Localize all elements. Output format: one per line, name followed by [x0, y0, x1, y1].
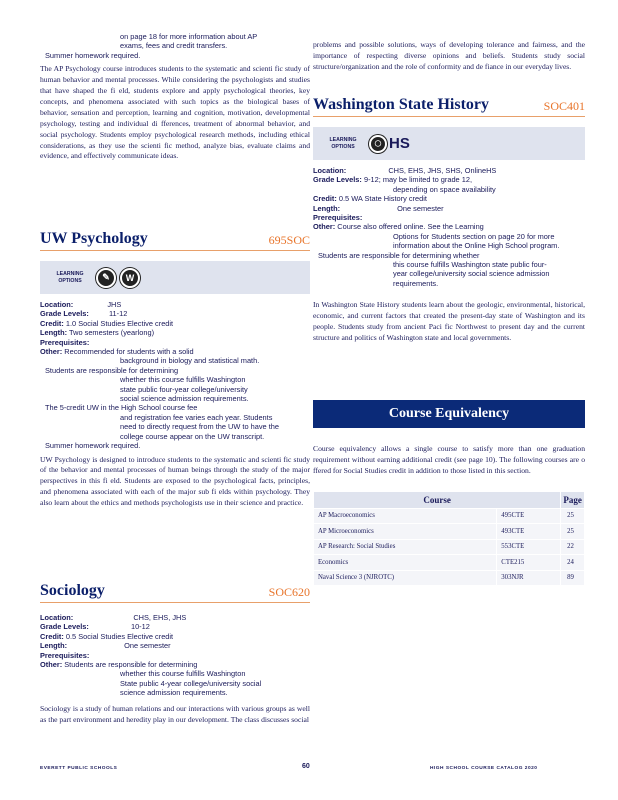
field-label: Credit:: [313, 194, 337, 204]
grade-value: 11-12: [108, 309, 128, 319]
sociology-section: [40, 582, 310, 725]
field-label: Credit:: [40, 318, 64, 328]
course-title: UW Psychology: [40, 230, 148, 247]
course-code: SOC620: [268, 585, 310, 599]
learning-options-label: LEARNING OPTIONS: [56, 271, 84, 284]
table-row: [314, 508, 585, 524]
uw-psychology-section: [40, 230, 310, 509]
course-code: SOC401: [543, 99, 585, 113]
other-value: State public 4-year college/university social: [120, 678, 262, 688]
w-logo-icon: W: [120, 268, 140, 288]
field-label: Prerequisites:: [40, 650, 90, 660]
table-row: [314, 570, 585, 586]
course-equivalency-section: [313, 400, 585, 586]
length-value: One semester: [397, 203, 444, 213]
course-name: Naval Science 3 (NJROTC): [314, 570, 497, 586]
course-name: AP Macroeconomics: [314, 508, 497, 524]
table-row: [314, 524, 585, 540]
course-title: Sociology: [40, 582, 105, 599]
field-label: Location:: [40, 613, 74, 622]
course-title-row: [40, 230, 310, 251]
credit-value: 1.0 Social Studies Elective credit: [65, 318, 174, 328]
equivalency-table: [313, 491, 585, 587]
other-value: Summer homework required.: [45, 441, 141, 451]
course-title: Washington State History: [313, 96, 490, 113]
credit-value: 0.5 Social Studies Elective credit: [65, 631, 174, 641]
field-label: Length:: [40, 328, 68, 338]
course-code: 303NJR: [497, 570, 561, 586]
table-row: [314, 539, 585, 555]
location-value: CHS, EHS, JHS: [133, 613, 187, 622]
page-number: 25: [561, 508, 585, 524]
other-value: whether this course fulfills Washington: [120, 375, 246, 385]
grade-value: depending on space availability: [393, 184, 496, 194]
other-value: Recommended for students with a solid: [64, 347, 194, 357]
course-code: 493CTE: [497, 524, 561, 540]
page-column-header: Page: [561, 491, 585, 508]
location-value: CHS, EHS, JHS, SHS, OnlineHS: [388, 166, 497, 175]
location-value: JHS: [107, 300, 122, 309]
course-description: In Washington State History students learn about the geologic, environmental, historical, economic, and current factors that created the present-day state of Washington and its people. Students study from ancient Paci fic Northwest to present day and the current structure and politics of Washington state and local governments.: [313, 300, 585, 342]
course-code: CTE215: [497, 555, 561, 571]
field-label: Other:: [40, 347, 63, 357]
other-value: The 5-credit UW in the High School course fee: [45, 403, 198, 413]
equivalency-description: Course equivalency allows a single course to satisfy more than one graduation requirement without earning additional credit (see page 10). The following courses are o ffered for Social Studies credit in addition to those listed in this section.: [313, 444, 585, 475]
learning-options-bar: [40, 261, 310, 294]
page-number: 89: [561, 570, 585, 586]
course-description: Sociology is a study of human relations and our interactions with various groups as well as the part environment and heredity play in our development. The class discusses social: [40, 703, 310, 724]
other-value: and registration fee varies each year. Students: [120, 412, 273, 422]
credit-value: 0.5 WA State History credit: [338, 194, 427, 204]
field-label: Other:: [313, 222, 336, 232]
other-value: science admission requirements.: [120, 688, 228, 698]
other-value: whether this course fulfills Washington: [120, 669, 246, 679]
intro-line: on page 18 for more information about AP: [120, 32, 258, 41]
other-value: this course fulfills Washington state public four-: [393, 260, 547, 270]
ap-psych-description: The AP Psychology course introduces students to the systematic and scienti fic study of human behavior and mental processes. While considering the psychologists and studies that have shaped the fi eld, students explore and apply psychological theories, key concepts, and phenomena associated with such topics as the biological bases of behavior, sensation and perception, learning and cognition, motivation, developmental psychology, testing and individual di fferences, treatment of abnormal behavior, and social psychology. Students employ psychological research methods, including ethical considerations, as they use the scienti fic method, analyze bias, evaluate claims and evidence, and effectively communicate ideas.: [40, 64, 310, 161]
other-value: college course appear on the UW transcript.: [120, 431, 265, 441]
course-name: AP Microeconomics: [314, 524, 497, 540]
other-value: background in biology and statistical math.: [120, 356, 260, 366]
field-label: Grade Levels:: [40, 309, 89, 319]
grade-value: 9-12; may be limited to grade 12,: [363, 175, 472, 185]
other-value: year college/university social science admission: [393, 269, 550, 279]
intro-line: exams, fees and credit transfers.: [120, 41, 228, 51]
learning-options-label: LEARNING OPTIONS: [329, 137, 357, 150]
other-value: requirements.: [393, 278, 439, 288]
other-value: Students are responsible for determining: [45, 365, 179, 375]
page-number: 25: [561, 524, 585, 540]
other-value: Students are responsible for determining: [64, 660, 198, 670]
page-number: 24: [561, 555, 585, 571]
footer-left: EVERETT PUBLIC SCHOOLS: [40, 766, 118, 771]
course-code: 495CTE: [497, 508, 561, 524]
course-column-header: Course: [314, 491, 561, 508]
other-value: social science admission requirements.: [120, 394, 249, 404]
table-header-row: [314, 491, 585, 508]
field-label: Prerequisites:: [313, 213, 363, 223]
field-label: Length:: [313, 203, 341, 213]
field-label: Other:: [40, 660, 63, 670]
other-value: information about the Online High School program.: [393, 241, 560, 251]
other-value: Options for Students section on page 20 for more: [393, 231, 555, 241]
learning-options-bar: [313, 127, 585, 160]
field-label: Grade Levels:: [313, 175, 362, 185]
intro-line: Summer homework required.: [45, 50, 141, 60]
table-row: [314, 555, 585, 571]
course-title-row: [40, 582, 310, 603]
course-code: 695SOC: [268, 233, 310, 247]
page-number: 22: [561, 539, 585, 555]
field-label: Credit:: [40, 631, 64, 641]
course-description: UW Psychology is designed to introduce students to the systematic and scienti fic study of the behavior and mental processes of human beings through the study of the major perspectives in this fi eld. Students are exposed to the psychological facts, principles, and phenomena associated with each of the major sub fi elds within psychology. They also learn about the ethics and methods psychologists use in their science and practice.: [40, 454, 310, 508]
course-title-row: [313, 96, 585, 117]
other-value: Students are responsible for determining whether: [318, 250, 480, 260]
course-equivalency-banner: Course Equivalency: [313, 400, 585, 428]
online-hs-logo-icon: HS: [389, 135, 410, 152]
washington-state-history-section: [313, 96, 585, 344]
other-value: Course also offered online. See the Learning: [337, 222, 484, 232]
globe-icon: ◯: [369, 135, 387, 153]
page-number: 60: [302, 763, 310, 770]
field-label: Prerequisites:: [40, 337, 90, 347]
other-value: need to directly request from the UW to have the: [120, 422, 279, 432]
field-label: Grade Levels:: [40, 622, 89, 632]
continued-description: problems and possible solutions, ways of developing tolerance and fairness, and the importance of respecting diverse opinions and beliefs. Students study social structure/organization and the role of conformity and de fiance in our everyday lives.: [313, 40, 585, 71]
other-value: state public four-year college/university: [120, 384, 248, 394]
length-value: Two semesters (yearlong): [69, 328, 155, 338]
pencil-icon: ✎: [96, 268, 116, 288]
grade-value: 10-12: [130, 622, 150, 632]
course-name: AP Research: Social Studies: [314, 539, 497, 555]
footer-right: HIGH SCHOOL COURSE CATALOG 2020: [430, 766, 538, 771]
length-value: One semester: [124, 641, 171, 651]
field-label: Location:: [40, 300, 74, 309]
course-code: 553CTE: [497, 539, 561, 555]
field-label: Length:: [40, 641, 68, 651]
field-label: Location:: [313, 166, 347, 175]
course-name: Economics: [314, 555, 497, 571]
